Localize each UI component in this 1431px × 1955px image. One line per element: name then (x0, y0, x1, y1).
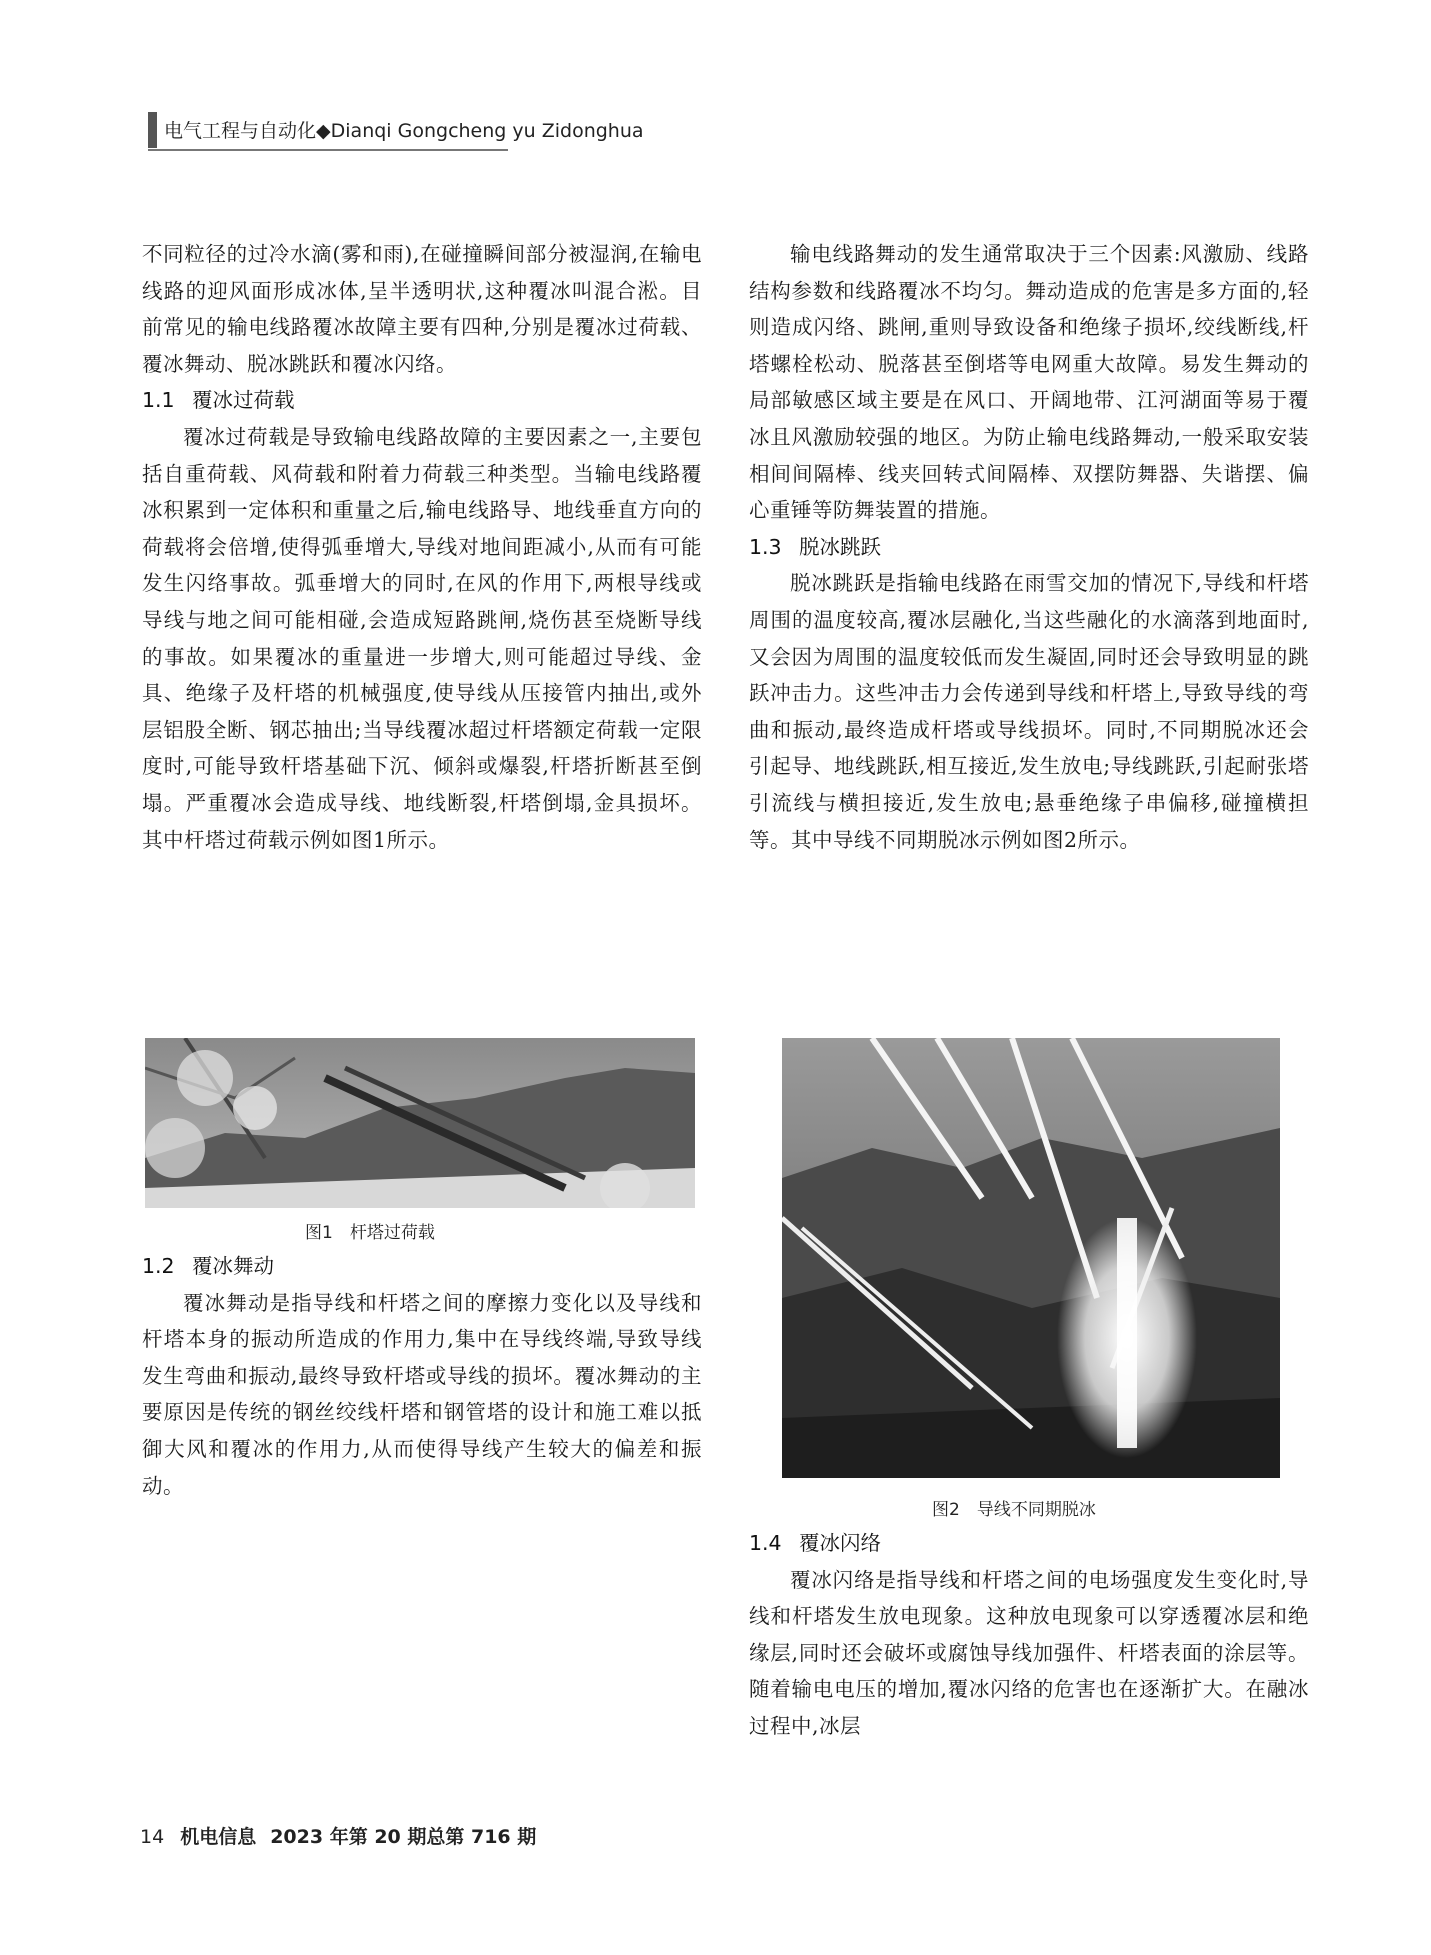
header-rule (148, 149, 508, 151)
header-text (164, 116, 644, 143)
journal-name-en: Dianqi Gongcheng yu Zidonghua (330, 120, 644, 142)
journal-name-cn: 电气工程与自动化 (164, 120, 317, 142)
section-1-3-heading (749, 529, 1309, 566)
section-1-2-heading (142, 1248, 702, 1285)
figure-1 (145, 1038, 695, 1208)
left-column-lower (142, 1248, 702, 1504)
section-number: 1.3 (749, 534, 782, 559)
section-1-1-heading (142, 382, 702, 419)
page-number: 14 (140, 1826, 165, 1848)
left-column (142, 236, 702, 858)
right-column (749, 236, 1309, 858)
figure-1-photo (145, 1038, 695, 1208)
section-1-4-body: 覆冰闪络是指导线和杆塔之间的电场强度发生变化时,导线和杆塔发生放电现象。这种放电现象可以穿透覆冰层和绝缘层,同时还会破坏或腐蚀导线加强件、杆塔表面的涂层等。随着输电电压的增加,覆冰闪络的危害也在逐渐扩大。在融冰过程中,冰层 (749, 1567, 1309, 1738)
section-title: 覆冰闪络 (799, 1531, 881, 1555)
section-1-4-heading (749, 1525, 1309, 1562)
galloping-paragraph: 输电线路舞动的发生通常取决于三个因素:风激励、线路结构参数和线路覆冰不均匀。舞动造成的危害是多方面的,轻则造成闪络、跳闸,重则导致设备和绝缘子损坏,绞线断线,杆塔螺栓松动、脱落甚至倒塔等电网重大故障。易发生舞动的局部敏感区域主要是在风口、开阔地带、江河湖面等易于覆冰且风激励较强的地区。为防止输电线路舞动,一般采取安装相间间隔棒、线夹回转式间隔棒、双摆防舞器、失谐摆、偏心重锤等防舞装置的措施。 (749, 242, 1309, 523)
figure-2 (782, 1038, 1280, 1478)
right-column-lower (749, 1525, 1309, 1745)
section-number: 1.1 (142, 388, 175, 413)
section-1-1-body: 覆冰过荷载是导致输电线路故障的主要因素之一,主要包括自重荷载、风荷载和附着力荷载三种类型。当输电线路覆冰积累到一定体积和重量之后,输电线路导、地线垂直方向的荷载将会倍增,使得弧垂增大,导线对地间距减小,从而有可能发生闪络事故。弧垂增大的同时,在风的作用下,两根导线或导线与地之间可能相碰,会造成短路跳闸,烧伤甚至烧断导线的事故。如果覆冰的重量进一步增大,则可能超过导线、金具、绝缘子及杆塔的机械强度,使导线从压接管内抽出,或外层铝股全断、钢芯抽出;当导线覆冰超过杆塔额定荷载一定限度时,可能导致杆塔基础下沉、倾斜或爆裂,杆塔折断甚至倒塌。严重覆冰会造成导线、地线断裂,杆塔倒塌,金具损坏。其中杆塔过荷载示例如图1所示。 (142, 424, 702, 852)
section-number: 1.4 (749, 1531, 782, 1555)
section-1-3-body: 脱冰跳跃是指输电线路在雨雪交加的情况下,导线和杆塔周围的温度较高,覆冰层融化,当这些融化的水滴落到地面时,又会因为周围的温度较低而发生凝固,同时还会导致明显的跳跃冲击力。这些冲击力会传递到导线和杆塔上,导致导线的弯曲和振动,最终造成杆塔或导线损坏。同时,不同期脱冰还会引起导、地线跳跃,相互接近,发生放电;导线跳跃,引起耐张塔引流线与横担接近,发生放电;悬垂绝缘子串偏移,碰撞横担等。其中导线不同期脱冰示例如图2所示。 (749, 571, 1309, 852)
section-number: 1.2 (142, 1254, 175, 1278)
header-bar (148, 112, 157, 148)
diamond-separator: ◆ (316, 120, 331, 142)
section-title: 覆冰过荷载 (192, 388, 295, 413)
section-1-2-body: 覆冰舞动是指导线和杆塔之间的摩擦力变化以及导线和杆塔本身的振动所造成的作用力,集中在导线终端,导致导线发生弯曲和振动,最终导致杆塔或导线的损坏。覆冰舞动的主要原因是传统的钢丝绞线杆塔和钢管塔的设计和施工难以抵御大风和覆冰的作用力,从而使得导线产生较大的偏差和振动。 (142, 1290, 702, 1498)
figure-1-caption: 图1 杆塔过荷载 (305, 1223, 435, 1243)
figure-2-photo (782, 1038, 1280, 1478)
figure-2-caption: 图2 导线不同期脱冰 (932, 1500, 1096, 1520)
intro-paragraph: 不同粒径的过冷水滴(雾和雨),在碰撞瞬间部分被湿润,在输电线路的迎风面形成冰体,呈半透明状,这种覆冰叫混合淞。目前常见的输电线路覆冰故障主要有四种,分别是覆冰过荷载、覆冰舞动、脱冰跳跃和覆冰闪络。 (142, 242, 702, 376)
footer-journal: 机电信息 (180, 1826, 257, 1848)
page-footer (140, 1822, 536, 1849)
section-title: 脱冰跳跃 (799, 534, 881, 559)
footer-issue: 2023 年第 20 期总第 716 期 (270, 1826, 537, 1848)
section-title: 覆冰舞动 (192, 1254, 274, 1278)
